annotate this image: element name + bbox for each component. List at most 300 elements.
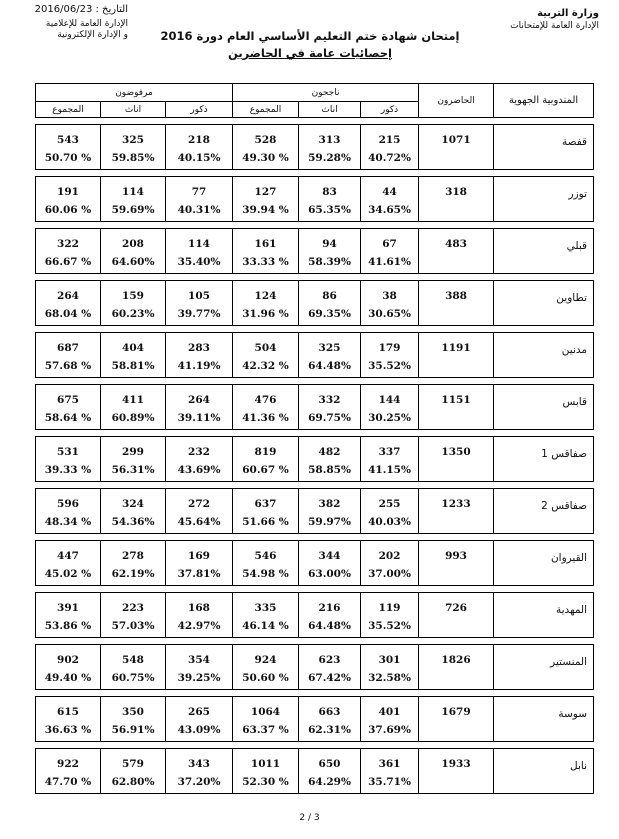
passed-total-percent: 49.30 % (242, 152, 289, 164)
row-spacer (36, 482, 594, 489)
failed-females-percent: 60.75% (111, 672, 155, 684)
passed-total-cell (233, 333, 299, 378)
row-spacer (36, 638, 594, 645)
present-cell (419, 749, 494, 794)
passed-total-count: 127 (254, 186, 277, 198)
passed-females-count: 482 (318, 446, 341, 458)
failed-total-percent: 48.34 % (44, 516, 92, 528)
spacer-cell (361, 222, 419, 229)
failed-females-percent: 64.60% (111, 256, 155, 268)
table-row (36, 645, 594, 690)
passed-females-count: 650 (318, 758, 341, 770)
passed-females-count: 94 (322, 238, 337, 250)
passed-total-value (233, 385, 298, 427)
row-spacer (36, 742, 594, 749)
passed-females-count: 325 (318, 342, 341, 354)
spacer-cell (494, 430, 594, 437)
passed-males-count: 144 (378, 394, 401, 406)
region-cell (494, 489, 594, 534)
passed-females-cell (299, 749, 361, 794)
passed-females-percent: 64.29% (308, 776, 351, 788)
passed-females-percent: 58.85% (308, 464, 351, 476)
table-row (36, 333, 594, 378)
spacer-cell (101, 534, 166, 541)
passed-females-value (299, 593, 360, 635)
failed-males-cell (166, 385, 233, 430)
passed-total-percent: 46.14 % (242, 620, 289, 632)
passed-males-percent: 35.52% (368, 360, 411, 372)
passed-males-percent: 37.00% (368, 568, 411, 580)
failed-total-percent: 68.04 % (44, 308, 92, 320)
passed-males-value (361, 593, 418, 635)
spacer-cell (101, 170, 166, 177)
spacer-cell (166, 326, 233, 333)
spacer-cell (101, 690, 166, 697)
failed-females-value (101, 177, 165, 219)
region-cell (494, 177, 594, 222)
failed-females-count: 223 (122, 602, 144, 614)
region-name: قابس (562, 396, 588, 408)
passed-males-count: 67 (382, 238, 397, 250)
failed-males-value (166, 333, 232, 375)
spacer-cell (419, 222, 494, 229)
failed-males-count: 218 (188, 134, 210, 146)
passed-total-value (233, 177, 298, 219)
failed-females-percent: 62.80% (111, 776, 155, 788)
spacer-cell (36, 482, 101, 489)
passed-total-cell (233, 645, 299, 690)
passed-males-count: 361 (378, 758, 401, 770)
spacer-cell (101, 586, 166, 593)
region-cell (494, 281, 594, 326)
spacer-cell (166, 378, 233, 385)
spacer-cell (166, 638, 233, 645)
passed-total-value (233, 125, 298, 167)
passed-total-cell (233, 177, 299, 222)
row-spacer (36, 378, 594, 385)
failed-females-count: 114 (122, 186, 144, 198)
failed-total-value (36, 593, 100, 635)
passed-total-value (233, 645, 298, 687)
spacer-cell (419, 118, 494, 125)
spacer-cell (419, 638, 494, 645)
present-count: 1350 (441, 446, 471, 458)
passed-females-value (299, 333, 360, 375)
ministry-header (459, 8, 599, 32)
spacer-cell (36, 690, 101, 697)
failed-total-value (36, 489, 100, 531)
failed-females-value (101, 697, 165, 739)
spacer-cell (233, 274, 299, 281)
failed-males-count: 354 (188, 654, 210, 666)
passed-total-percent: 33.33 % (242, 256, 289, 268)
row-spacer (36, 274, 594, 281)
failed-total-value (36, 437, 100, 479)
failed-females-cell (101, 177, 166, 222)
failed-males-value (166, 749, 232, 791)
spacer-cell (419, 534, 494, 541)
spacer-cell (419, 482, 494, 489)
row-spacer (36, 534, 594, 541)
passed-total-value (233, 229, 298, 271)
failed-females-percent: 58.81% (111, 360, 155, 372)
passed-header: ناجحون (233, 84, 419, 102)
failed-total-cell (36, 645, 101, 690)
table-row (36, 697, 594, 742)
passed-females-percent: 58.39% (308, 256, 351, 268)
failed-females-count: 350 (122, 706, 144, 718)
spacer-cell (101, 326, 166, 333)
failed-males-cell (166, 333, 233, 378)
region-name: قفصة (561, 136, 588, 148)
passed-females-header: اناث (299, 102, 361, 118)
failed-total-value (36, 229, 100, 271)
failed-females-value (101, 125, 165, 167)
spacer-cell (419, 326, 494, 333)
row-spacer (36, 326, 594, 333)
region-cell (494, 437, 594, 482)
passed-total-percent: 63.37 % (242, 724, 289, 736)
passed-total-cell (233, 229, 299, 274)
failed-total-count: 531 (57, 446, 79, 458)
passed-males-percent: 40.03% (368, 516, 411, 528)
spacer-cell (299, 690, 361, 697)
region-cell (494, 541, 594, 586)
failed-females-percent: 59.69% (111, 204, 155, 216)
failed-females-percent: 57.03% (111, 620, 155, 632)
failed-females-value (101, 541, 165, 583)
spacer-cell (299, 326, 361, 333)
failed-females-count: 579 (122, 758, 144, 770)
passed-total-percent: 60.67 % (242, 464, 289, 476)
spacer-cell (361, 690, 419, 697)
spacer-cell (36, 222, 101, 229)
passed-total-count: 124 (254, 290, 277, 302)
passed-total-count: 637 (254, 498, 277, 510)
passed-total-value (233, 541, 298, 583)
failed-males-cell (166, 593, 233, 638)
passed-males-value (361, 385, 418, 427)
passed-total-value (233, 281, 298, 323)
failed-total-value (36, 125, 100, 167)
region-cell (494, 593, 594, 638)
failed-females-value (101, 645, 165, 687)
failed-total-value (36, 385, 100, 427)
failed-total-count: 191 (57, 186, 79, 198)
passed-males-count: 44 (382, 186, 397, 198)
failed-males-header: ذكور (166, 102, 233, 118)
failed-females-count: 159 (122, 290, 144, 302)
results-table (35, 83, 594, 794)
present-count: 993 (445, 550, 467, 562)
failed-total-percent: 45.02 % (44, 568, 92, 580)
passed-males-value (361, 177, 418, 219)
failed-total-percent: 57.68 % (44, 360, 92, 372)
spacer-cell (101, 274, 166, 281)
failed-total-cell (36, 437, 101, 482)
spacer-cell (299, 586, 361, 593)
spacer-cell (233, 638, 299, 645)
spacer-cell (101, 742, 166, 749)
present-cell (419, 697, 494, 742)
passed-females-count: 83 (322, 186, 337, 198)
failed-males-percent: 35.40% (177, 256, 221, 268)
failed-males-cell (166, 437, 233, 482)
present-cell (419, 541, 494, 586)
passed-males-value (361, 281, 418, 323)
spacer-cell (494, 742, 594, 749)
spacer-cell (361, 378, 419, 385)
passed-total-value (233, 697, 298, 739)
passed-females-value (299, 385, 360, 427)
failed-females-cell (101, 385, 166, 430)
failed-total-value (36, 697, 100, 739)
spacer-cell (361, 118, 419, 125)
present-count: 1679 (441, 706, 471, 718)
failed-total-value (36, 281, 100, 323)
passed-females-percent: 69.35% (308, 308, 351, 320)
passed-females-cell (299, 437, 361, 482)
spacer-cell (494, 326, 594, 333)
failed-total-cell (36, 489, 101, 534)
spacer-cell (166, 742, 233, 749)
passed-males-value (361, 125, 418, 167)
failed-total-cell (36, 697, 101, 742)
passed-females-cell (299, 281, 361, 326)
row-spacer (36, 430, 594, 437)
failed-males-percent: 37.81% (177, 568, 221, 580)
spacer-cell (166, 274, 233, 281)
passed-males-count: 301 (378, 654, 401, 666)
spacer-cell (233, 534, 299, 541)
spacer-cell (166, 586, 233, 593)
document-title (150, 28, 470, 62)
failed-total-count: 922 (57, 758, 79, 770)
passed-females-count: 86 (322, 290, 337, 302)
failed-males-value (166, 697, 232, 739)
passed-males-count: 179 (378, 342, 401, 354)
table-row (36, 385, 594, 430)
failed-total-percent: 53.86 % (44, 620, 92, 632)
failed-total-value (36, 645, 100, 687)
passed-males-value (361, 749, 418, 791)
spacer-cell (36, 274, 101, 281)
passed-females-cell (299, 645, 361, 690)
present-cell (419, 333, 494, 378)
office-line-2: و الإدارة الإلكترونية (57, 30, 128, 40)
row-spacer (36, 222, 594, 229)
passed-males-percent: 37.69% (368, 724, 411, 736)
department-name: الإدارة العامة للإمتحانات (510, 21, 599, 31)
region-cell (494, 229, 594, 274)
failed-males-value (166, 437, 232, 479)
failed-males-percent: 43.69% (177, 464, 221, 476)
passed-males-count: 38 (382, 290, 397, 302)
passed-males-value (361, 645, 418, 687)
failed-total-percent: 39.33 % (44, 464, 92, 476)
table-row (36, 489, 594, 534)
region-name: توزر (568, 188, 588, 200)
spacer-cell (419, 274, 494, 281)
region-name: سوسة (558, 708, 588, 720)
spacer-cell (361, 742, 419, 749)
failed-females-value (101, 749, 165, 791)
region-name: المهدية (555, 604, 588, 616)
failed-females-value (101, 281, 165, 323)
region-name: مدنين (561, 344, 588, 356)
passed-females-cell (299, 489, 361, 534)
failed-females-cell (101, 749, 166, 794)
passed-total-count: 546 (254, 550, 277, 562)
failed-total-count: 391 (57, 602, 79, 614)
passed-total-value (233, 489, 298, 531)
failed-males-cell (166, 177, 233, 222)
passed-females-value (299, 177, 360, 219)
spacer-cell (36, 118, 101, 125)
passed-total-value (233, 749, 298, 791)
region-name: قبلي (566, 240, 588, 252)
passed-total-cell (233, 125, 299, 170)
spacer-cell (299, 742, 361, 749)
failed-total-count: 615 (57, 706, 79, 718)
passed-males-percent: 41.15% (368, 464, 411, 476)
present-count: 1826 (441, 654, 471, 666)
failed-males-percent: 41.19% (177, 360, 221, 372)
table-row (36, 437, 594, 482)
passed-males-value (361, 229, 418, 271)
failed-females-count: 299 (122, 446, 144, 458)
failed-total-cell (36, 177, 101, 222)
present-cell (419, 177, 494, 222)
date-block (8, 4, 128, 41)
passed-males-percent: 30.25% (368, 412, 411, 424)
failed-females-value (101, 489, 165, 531)
failed-males-cell (166, 697, 233, 742)
passed-total-header: المجموع (233, 102, 299, 118)
present-cell (419, 437, 494, 482)
spacer-cell (299, 378, 361, 385)
spacer-cell (419, 430, 494, 437)
passed-males-cell (361, 385, 419, 430)
passed-males-cell (361, 749, 419, 794)
row-spacer (36, 690, 594, 697)
spacer-cell (166, 222, 233, 229)
failed-females-value (101, 229, 165, 271)
passed-total-value (233, 593, 298, 635)
failed-total-count: 902 (57, 654, 79, 666)
failed-males-value (166, 593, 232, 635)
failed-males-count: 343 (188, 758, 210, 770)
failed-females-percent: 60.23% (111, 308, 155, 320)
spacer-cell (299, 222, 361, 229)
present-cell (419, 489, 494, 534)
passed-males-cell (361, 125, 419, 170)
passed-males-percent: 35.52% (368, 620, 411, 632)
failed-total-cell (36, 541, 101, 586)
passed-females-count: 332 (318, 394, 341, 406)
failed-males-count: 272 (188, 498, 210, 510)
passed-males-cell (361, 437, 419, 482)
spacer-cell (233, 378, 299, 385)
present-count: 318 (445, 186, 467, 198)
passed-females-cell (299, 593, 361, 638)
passed-females-percent: 59.97% (308, 516, 351, 528)
failed-total-cell (36, 749, 101, 794)
failed-females-percent: 54.36% (111, 516, 155, 528)
spacer-cell (233, 430, 299, 437)
region-name: صفاقس 2 (541, 500, 588, 512)
passed-males-count: 119 (378, 602, 401, 614)
failed-males-cell (166, 645, 233, 690)
failed-females-percent: 62.19% (111, 568, 155, 580)
region-name: القيروان (550, 552, 588, 564)
passed-males-percent: 30.65% (368, 308, 411, 320)
failed-females-cell (101, 437, 166, 482)
failed-males-percent: 37.20% (177, 776, 221, 788)
spacer-cell (361, 482, 419, 489)
region-header: المندوبية الجهوية (494, 84, 594, 118)
spacer-cell (299, 534, 361, 541)
failed-males-cell (166, 489, 233, 534)
passed-males-percent: 34.65% (368, 204, 411, 216)
failed-males-value (166, 229, 232, 271)
failed-males-percent: 39.25% (177, 672, 221, 684)
failed-males-count: 169 (188, 550, 210, 562)
failed-females-percent: 59.85% (111, 152, 155, 164)
spacer-cell (419, 170, 494, 177)
passed-males-value (361, 333, 418, 375)
passed-females-count: 382 (318, 498, 341, 510)
passed-total-value (233, 333, 298, 375)
failed-total-value (36, 541, 100, 583)
spacer-cell (36, 378, 101, 385)
spacer-cell (299, 638, 361, 645)
passed-females-cell (299, 125, 361, 170)
spacer-cell (299, 482, 361, 489)
table-row (36, 541, 594, 586)
failed-total-percent: 60.06 % (44, 204, 92, 216)
region-name: صفاقس 1 (541, 448, 588, 460)
spacer-cell (299, 274, 361, 281)
spacer-cell (494, 378, 594, 385)
passed-total-count: 924 (254, 654, 277, 666)
failed-total-value (36, 333, 100, 375)
failed-females-cell (101, 489, 166, 534)
failed-total-percent: 49.40 % (44, 672, 92, 684)
passed-females-count: 623 (318, 654, 341, 666)
passed-total-count: 476 (254, 394, 277, 406)
spacer-cell (361, 170, 419, 177)
spacer-cell (361, 534, 419, 541)
failed-total-count: 596 (57, 498, 79, 510)
failed-total-count: 675 (57, 394, 79, 406)
passed-males-cell (361, 229, 419, 274)
passed-males-cell (361, 645, 419, 690)
passed-males-header: ذكور (361, 102, 419, 118)
passed-total-cell (233, 437, 299, 482)
passed-females-value (299, 697, 360, 739)
spacer-cell (166, 170, 233, 177)
spacer-cell (233, 118, 299, 125)
failed-females-percent: 56.31% (111, 464, 155, 476)
passed-total-value (233, 437, 298, 479)
region-cell (494, 697, 594, 742)
failed-males-count: 168 (188, 602, 210, 614)
passed-total-count: 1064 (250, 706, 281, 718)
passed-females-cell (299, 697, 361, 742)
passed-males-percent: 32.58% (368, 672, 411, 684)
failed-males-value (166, 125, 232, 167)
